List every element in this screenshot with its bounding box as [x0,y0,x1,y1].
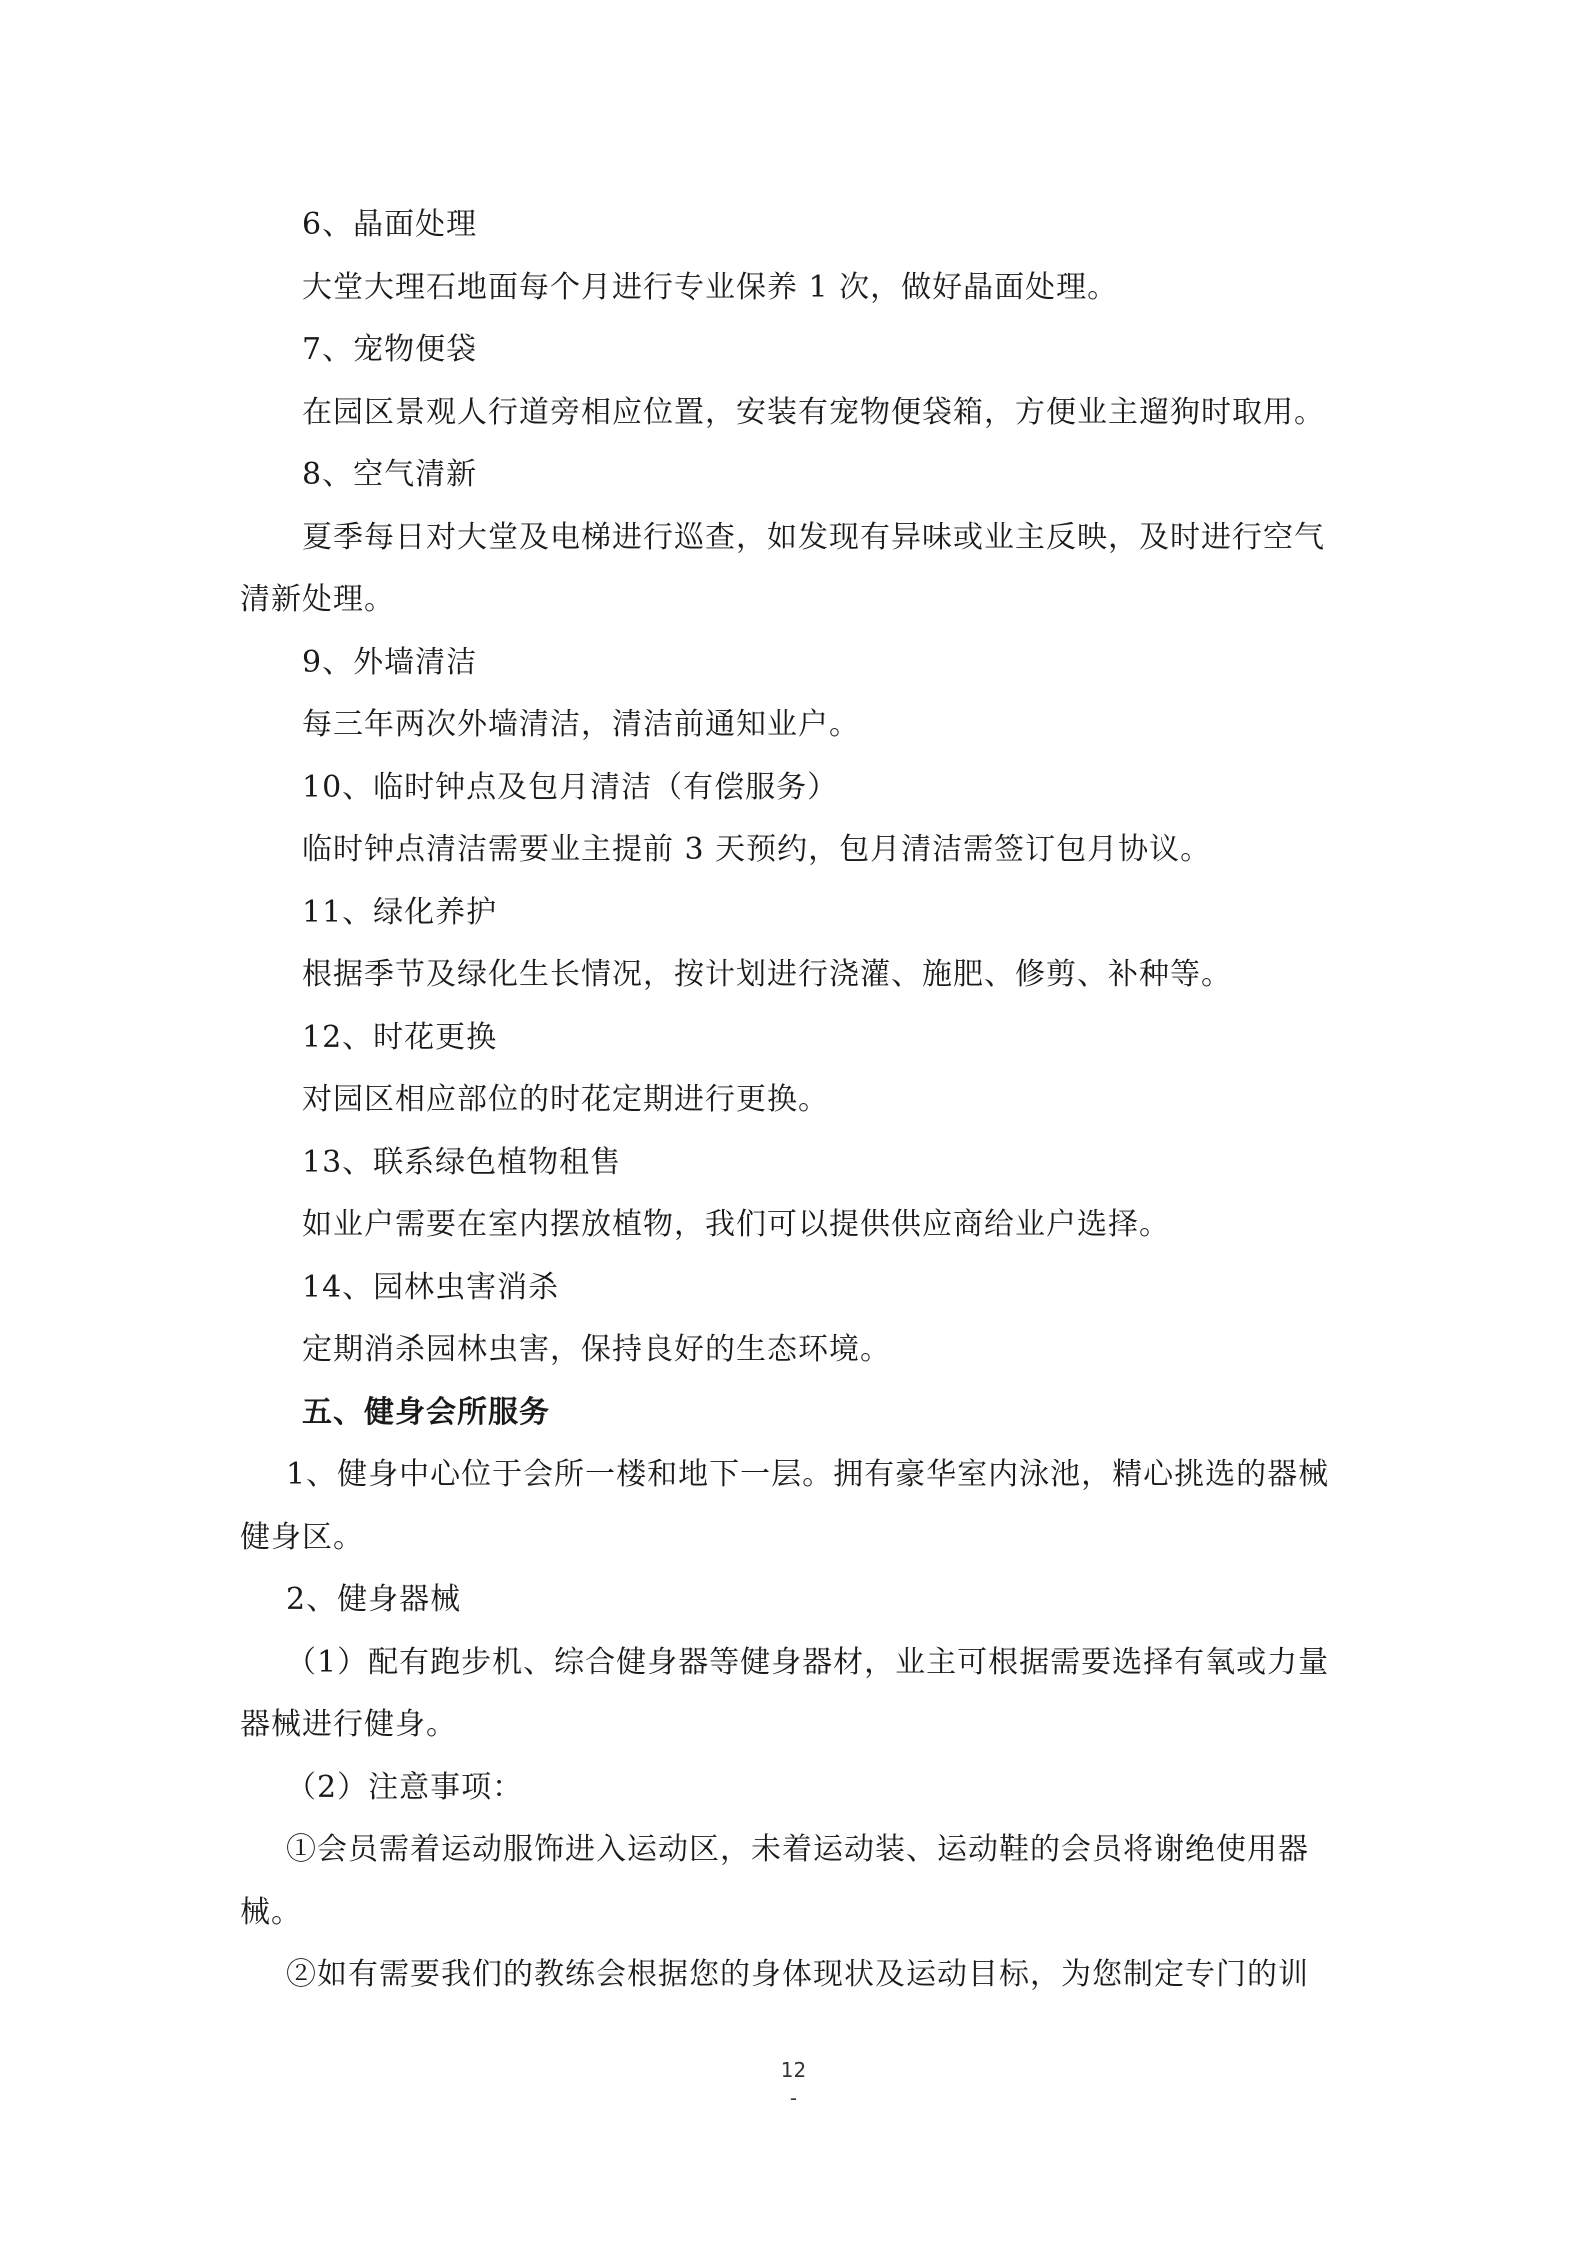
heading-pest-control: 14、园林虫害消杀 [302,1270,560,1305]
paragraph-note-1-a: ①会员需着运动服饰进入运动区，未着运动装、运动鞋的会员将谢绝使用器 [286,1832,1309,1867]
paragraph-fitness-center-1: 1、健身中心位于会所一楼和地下一层。拥有豪华室内泳池，精心挑选的器械 [286,1457,1330,1492]
paragraph-air-freshening-1: 夏季每日对大堂及电梯进行巡查，如发现有异味或业主反映，及时进行空气 [302,520,1325,555]
heading-hourly-cleaning: 10、临时钟点及包月清洁（有偿服务） [302,770,839,805]
section-heading-fitness: 五、健身会所服务 [302,1395,550,1430]
heading-flower-replacement: 12、时花更换 [302,1020,498,1055]
heading-crystal-treatment: 6、晶面处理 [302,207,478,242]
paragraph-air-freshening-2: 清新处理。 [240,582,395,617]
heading-greening: 11、绿化养护 [302,895,498,930]
footer-mark: - [789,2086,798,2110]
paragraph-hourly-cleaning: 临时钟点清洁需要业主提前 3 天预约，包月清洁需签订包月协议。 [302,832,1212,867]
heading-plant-rental: 13、联系绿色植物租售 [302,1145,622,1180]
heading-notes: （2）注意事项： [286,1770,524,1805]
paragraph-equipment-1: （1）配有跑步机、综合健身器等健身器材，业主可根据需要选择有氧或力量 [286,1645,1330,1680]
heading-pet-bags: 7、宠物便袋 [302,332,478,367]
paragraph-plant-rental: 如业户需要在室内摆放植物，我们可以提供供应商给业户选择。 [302,1207,1170,1242]
paragraph-crystal-treatment: 大堂大理石地面每个月进行专业保养 1 次，做好晶面处理。 [302,270,1119,305]
paragraph-note-1-b: 械。 [240,1895,302,1930]
heading-wall-cleaning: 9、外墙清洁 [302,645,478,680]
paragraph-wall-cleaning: 每三年两次外墙清洁，清洁前通知业户。 [302,707,860,742]
heading-fitness-equipment: 2、健身器械 [286,1582,462,1617]
paragraph-equipment-2: 器械进行健身。 [240,1707,457,1742]
paragraph-pet-bags: 在园区景观人行道旁相应位置，安装有宠物便袋箱，方便业主遛狗时取用。 [302,395,1325,430]
paragraph-fitness-center-2: 健身区。 [240,1520,364,1555]
paragraph-pest-control: 定期消杀园林虫害，保持良好的生态环境。 [302,1332,891,1367]
paragraph-flower-replacement: 对园区相应部位的时花定期进行更换。 [302,1082,829,1117]
page-number: 12 [780,2058,807,2082]
paragraph-note-2: ②如有需要我们的教练会根据您的身体现状及运动目标，为您制定专门的训 [286,1957,1309,1992]
paragraph-greening: 根据季节及绿化生长情况，按计划进行浇灌、施肥、修剪、补种等。 [302,957,1232,992]
heading-air-freshening: 8、空气清新 [302,457,478,492]
